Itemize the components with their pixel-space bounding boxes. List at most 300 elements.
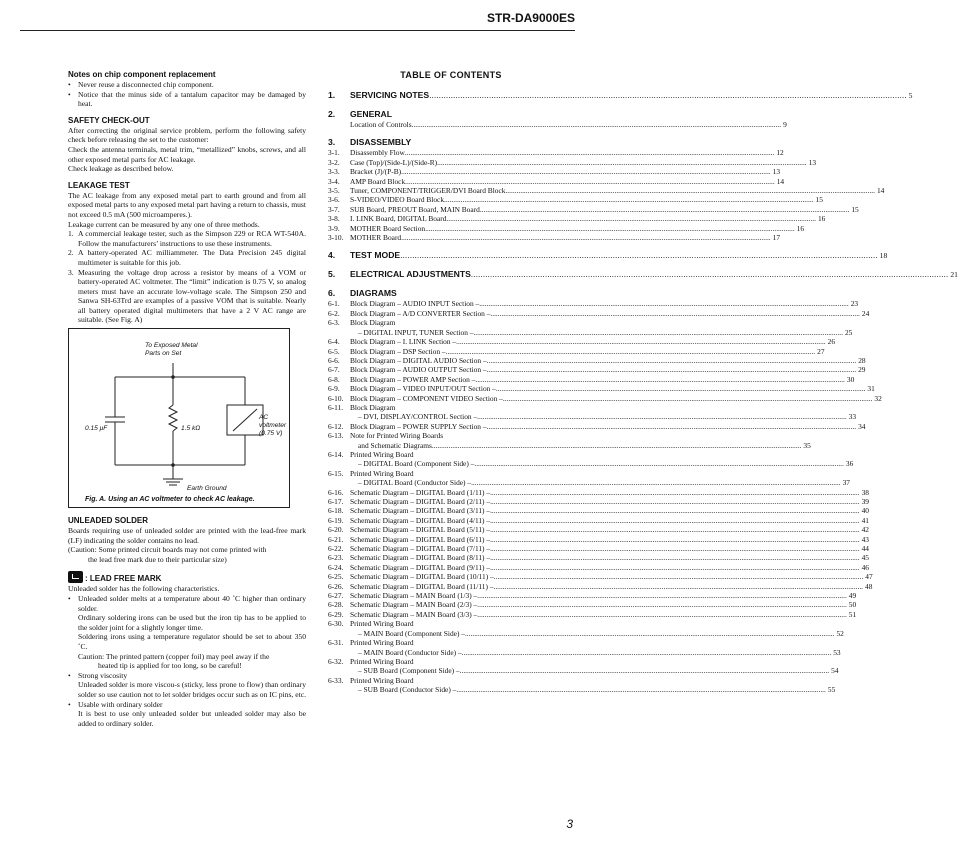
toc-leader: ........................................................................................................................................................................................................ bbox=[479, 204, 850, 214]
toc-entry-number: 6-20. bbox=[328, 525, 344, 535]
toc-entry[interactable] bbox=[328, 337, 836, 347]
toc-entry-title: Disassembly Flow bbox=[350, 148, 405, 158]
toc-entry-number: 6-18. bbox=[328, 506, 344, 516]
toc-leader: ........................................................................................................................................................................................................ bbox=[495, 384, 866, 394]
toc-entry[interactable] bbox=[328, 393, 882, 403]
toc-entry[interactable] bbox=[328, 591, 857, 601]
toc-page: 32 bbox=[874, 393, 882, 403]
toc-entry[interactable] bbox=[328, 195, 823, 205]
toc-page: 48 bbox=[865, 581, 873, 591]
toc-entry-title: Schematic Diagram – DIGITAL Board (9/11) – bbox=[350, 562, 491, 572]
toc-page: 38 bbox=[861, 487, 869, 497]
toc-entry[interactable] bbox=[328, 553, 869, 563]
toc-page: 52 bbox=[836, 628, 844, 638]
toc-entry-number: 6-19. bbox=[328, 515, 344, 525]
toc-section[interactable] bbox=[328, 250, 888, 261]
figure-label: (0.75 V) bbox=[259, 430, 283, 438]
toc-page: 29 bbox=[858, 365, 866, 375]
toc-entry[interactable] bbox=[328, 544, 869, 554]
toc-entry-title: Printed Wiring Board bbox=[350, 619, 414, 629]
toc-entry[interactable] bbox=[328, 365, 866, 375]
toc-entry-number bbox=[328, 648, 350, 657]
toc-page: 31 bbox=[867, 384, 875, 394]
toc-page: 49 bbox=[848, 591, 857, 601]
toc-entry[interactable] bbox=[328, 431, 574, 440]
toc-section-title: TEST MODE bbox=[350, 250, 401, 261]
toc-leader: ........................................................................................................................................................................................................ bbox=[445, 346, 816, 356]
toc-entry[interactable] bbox=[328, 318, 574, 327]
toc-page: 30 bbox=[846, 374, 855, 384]
toc-entry-title: Printed Wiring Board bbox=[350, 449, 414, 459]
toc-leader: ........................................................................................................................................................................................................ bbox=[490, 506, 860, 516]
toc-entry-number: 3-5. bbox=[328, 186, 340, 196]
toc-entry-title: MOTHER Board bbox=[350, 233, 402, 243]
table-of-contents bbox=[328, 70, 958, 695]
toc-entry-number: 6-3. bbox=[328, 318, 340, 328]
toc-entry[interactable] bbox=[328, 440, 811, 450]
toc-leader: ........................................................................................................................................................................................................ bbox=[493, 581, 864, 591]
toc-entry-title: S-VIDEO/VIDEO Board Block bbox=[350, 195, 445, 205]
toc-entry-title: Schematic Diagram – DIGITAL Board (3/11) – bbox=[350, 506, 491, 516]
toc-entry-title: – MAIN Board (Conductor Side) – bbox=[358, 647, 462, 657]
toc-page: 16 bbox=[817, 214, 826, 224]
toc-entry-number: 6-27. bbox=[328, 591, 344, 601]
page-number: 3 bbox=[566, 817, 573, 831]
toc-page: 23 bbox=[850, 299, 859, 309]
toc-leader: ........................................................................................................................................................................................................ bbox=[479, 299, 849, 309]
toc-entry[interactable] bbox=[328, 384, 875, 394]
lead-free-heading: : LEAD FREE MARK bbox=[68, 571, 306, 584]
toc-entry-number: 6-1. bbox=[328, 299, 340, 309]
toc-page: 34 bbox=[858, 421, 866, 431]
toc-page: 15 bbox=[851, 204, 859, 214]
figure-caption: Fig. A. Using an AC voltmeter to check AC leakage. bbox=[85, 496, 255, 504]
header-rule bbox=[20, 30, 575, 31]
toc-entry-title: SUB Board, PREOUT Board, MAIN Board bbox=[350, 204, 480, 214]
method-item: 2. A battery-operated AC milliammeter. The Data Precision 245 digital multimeter is suitable for this job. bbox=[68, 248, 306, 267]
toc-page: 39 bbox=[861, 497, 869, 506]
toc-entry[interactable] bbox=[328, 167, 781, 177]
method-item: 3. Measuring the voltage drop across a resistor by means of a VOM or battery-operated AC voltmeter. The “limit” indication is 0.75 V, so analog meters must have an accurate low-voltage scale. The Simpson 250 and Sanwa SH-63Trd are examples of a passive VOM that is suitable. Nearly all battery operated digital multimeters that have a 2 V AC range are suitable. (See Fig. A) bbox=[68, 267, 306, 325]
toc-entry-title: Printed Wiring Board bbox=[350, 468, 414, 478]
toc-leader: ........................................................................................................................................................................................................ bbox=[444, 195, 814, 205]
toc-section-number: 4. bbox=[328, 250, 336, 261]
toc-entry[interactable] bbox=[328, 176, 785, 186]
toc-entry[interactable] bbox=[328, 327, 853, 337]
toc-entry-title: – DVI, DISPLAY/CONTROL Section – bbox=[358, 412, 478, 422]
toc-entry[interactable] bbox=[328, 487, 869, 497]
toc-entry-number: 6-12. bbox=[328, 421, 344, 431]
toc-entry-number bbox=[328, 629, 350, 638]
toc-section-number: 6. bbox=[328, 288, 336, 299]
toc-entry-number: 6-23. bbox=[328, 553, 344, 563]
toc-page: 41 bbox=[861, 515, 869, 525]
toc-entry[interactable] bbox=[328, 647, 841, 657]
toc-leader: ........................................................................................................................................................................................................ bbox=[400, 250, 878, 261]
toc-leader: ........................................................................................................................................................................................................ bbox=[437, 157, 807, 167]
toc-entry-title: Schematic Diagram – DIGITAL Board (1/11) – bbox=[350, 487, 491, 497]
toc-page: 14 bbox=[776, 176, 785, 186]
toc-entry[interactable] bbox=[328, 299, 859, 309]
toc-entry-title: Bracket (J)/(P-B) bbox=[350, 167, 402, 177]
toc-entry[interactable] bbox=[328, 685, 836, 695]
toc-entry[interactable] bbox=[328, 497, 869, 506]
toc-entry[interactable] bbox=[328, 120, 787, 129]
toc-section-title: SERVICING NOTES bbox=[350, 90, 430, 100]
toc-leader: ........................................................................................................................................................................................................ bbox=[446, 214, 816, 224]
toc-entry[interactable] bbox=[328, 412, 857, 422]
toc-leader: ........................................................................................................................................................................................................ bbox=[490, 308, 860, 318]
toc-entry-title: AMP Board Block bbox=[350, 176, 406, 186]
toc-page: 9 bbox=[783, 120, 787, 129]
toc-entry-title: – DIGITAL Board (Conductor Side) – bbox=[358, 478, 472, 488]
toc-page: 13 bbox=[772, 167, 781, 177]
toc-entry[interactable] bbox=[328, 459, 854, 469]
toc-entry-title: Block Diagram bbox=[350, 402, 396, 412]
toc-entry[interactable] bbox=[328, 581, 873, 591]
toc-entry-number: 6-31. bbox=[328, 638, 344, 648]
toc-leader: ........................................................................................................................................................................................................ bbox=[477, 412, 847, 422]
toc-entry-title: Schematic Diagram – DIGITAL Board (6/11) – bbox=[350, 534, 491, 544]
toc-section-title: ELECTRICAL ADJUSTMENTS bbox=[350, 269, 471, 280]
toc-page: 5 bbox=[908, 91, 913, 100]
toc-leader: ........................................................................................................................................................................................................ bbox=[471, 478, 841, 488]
toc-leader: ........................................................................................................................................................................................................ bbox=[477, 600, 847, 610]
toc-entry[interactable] bbox=[328, 186, 885, 196]
unleaded-heading: UNLEADED SOLDER bbox=[68, 516, 149, 526]
toc-entry[interactable] bbox=[328, 676, 574, 685]
toc-entry[interactable] bbox=[328, 346, 825, 356]
toc-leader: ........................................................................................................................................................................................................ bbox=[505, 186, 875, 196]
toc-title: TABLE OF CONTENTS bbox=[400, 70, 502, 80]
toc-entry-number: 6-8. bbox=[328, 374, 340, 384]
toc-section-number: 2. bbox=[328, 109, 336, 119]
figure-label: voltmeter bbox=[259, 422, 287, 430]
toc-entry-title: Block Diagram – COMPONENT VIDEO Section – bbox=[350, 393, 503, 403]
toc-entry-number: 6-25. bbox=[328, 572, 344, 582]
toc-leader: ........................................................................................................................................................................................................ bbox=[404, 148, 775, 158]
toc-page: 50 bbox=[848, 600, 857, 610]
toc-section[interactable] bbox=[328, 288, 574, 299]
toc-entry-number: 6-32. bbox=[328, 656, 344, 666]
toc-page: 15 bbox=[815, 195, 823, 205]
lead-free-paragraph: Unleaded solder has the following characteristics. bbox=[68, 584, 220, 594]
toc-entry[interactable] bbox=[328, 666, 839, 676]
toc-entry-number: 6-21. bbox=[328, 534, 344, 544]
toc-page: 33 bbox=[848, 412, 857, 422]
toc-entry-title: Note for Printed Wiring Boards bbox=[350, 431, 444, 441]
figure-a bbox=[68, 328, 290, 508]
toc-entry[interactable] bbox=[328, 157, 817, 167]
toc-leader: ........................................................................................................................................................................................................ bbox=[490, 553, 860, 563]
toc-entry-number: 6-14. bbox=[328, 449, 344, 459]
toc-entry-title: Block Diagram bbox=[350, 318, 396, 328]
toc-entry-title: Block Diagram – DIGITAL AUDIO Section – bbox=[350, 355, 487, 365]
toc-page: 47 bbox=[865, 572, 873, 582]
toc-entry-number: 6-10. bbox=[328, 393, 344, 403]
lead-free-item: • Usable with ordinary solder bbox=[68, 699, 163, 709]
toc-section[interactable] bbox=[328, 137, 574, 148]
toc-entry[interactable] bbox=[328, 619, 574, 628]
toc-entry-title: – DIGITAL Board (Component Side) – bbox=[358, 459, 475, 469]
note-item: • Notice that the minus side of a tantalum capacitor may be damaged by heat. bbox=[68, 89, 306, 109]
toc-entry-number: 6-4. bbox=[328, 337, 340, 347]
toc-section-number: 5. bbox=[328, 269, 336, 280]
toc-body bbox=[328, 90, 958, 695]
toc-leader: ........................................................................................................................................................................................................ bbox=[490, 562, 860, 572]
toc-entry[interactable] bbox=[328, 421, 866, 431]
figure-label: Parts on Set bbox=[145, 350, 182, 358]
note-item: • Never reuse a disconnected chip component. bbox=[68, 80, 214, 89]
toc-entry[interactable] bbox=[328, 403, 574, 412]
lead-free-text: Soldering irons using a temperature regulator should be set to about 350 ˚C. bbox=[78, 632, 306, 651]
figure-label: AC bbox=[259, 414, 269, 422]
figure-label: 0.15 μF bbox=[85, 425, 108, 433]
toc-entry-number: 6-7. bbox=[328, 365, 340, 375]
method-item: 1. A commercial leakage tester, such as the Simpson 229 or RCA WT-540A. Follow the manufacturers’ instructions to use these instruments. bbox=[68, 229, 306, 248]
toc-page: 16 bbox=[796, 223, 805, 233]
toc-entry-title: Block Diagram – A/D CONVERTER Section – bbox=[350, 308, 491, 318]
toc-leader: ........................................................................................................................................................................................................ bbox=[411, 120, 782, 129]
toc-entry-title: Schematic Diagram – DIGITAL Board (10/11) – bbox=[350, 572, 494, 582]
toc-entry-number bbox=[328, 685, 350, 694]
toc-entry-number: 6-28. bbox=[328, 600, 344, 610]
toc-leader: ........................................................................................................................................................................................................ bbox=[425, 223, 795, 233]
toc-entry-number: 6-17. bbox=[328, 497, 344, 506]
toc-entry[interactable] bbox=[328, 308, 870, 318]
toc-leader: ........................................................................................................................................................................................................ bbox=[490, 497, 860, 506]
toc-page: 25 bbox=[844, 327, 853, 337]
notes-heading: Notes on chip component replacement bbox=[68, 70, 216, 79]
toc-entry-title: Block Diagram – AUDIO INPUT Section – bbox=[350, 299, 480, 309]
toc-entry-title: Schematic Diagram – DIGITAL Board (8/11) – bbox=[350, 553, 491, 563]
unleaded-caution: (Caution: Some printed circuit boards may not come printed with bbox=[68, 545, 267, 555]
toc-entry-title: – MAIN Board (Component Side) – bbox=[358, 628, 465, 638]
toc-page: 53 bbox=[833, 647, 841, 657]
toc-entry-title: Printed Wiring Board bbox=[350, 656, 414, 666]
toc-entry-title: Printed Wiring Board bbox=[350, 675, 414, 685]
safety-paragraph: Check leakage as described below. bbox=[68, 164, 174, 174]
toc-entry-number: 6-26. bbox=[328, 581, 344, 591]
lead-free-item: • Unleaded solder melts at a temperature about 40 ˚C higher than ordinary solder. bbox=[68, 594, 306, 613]
toc-page: 13 bbox=[808, 157, 817, 167]
toc-leader: ........................................................................................................................................................................................................ bbox=[456, 685, 826, 695]
toc-section[interactable] bbox=[328, 269, 958, 280]
toc-entry[interactable] bbox=[328, 515, 869, 525]
toc-leader: ........................................................................................................................................................................................................ bbox=[486, 365, 857, 375]
toc-entry-number: 6-22. bbox=[328, 544, 344, 554]
toc-entry[interactable] bbox=[328, 148, 784, 158]
toc-page: 42 bbox=[861, 525, 869, 535]
toc-entry-number: 6-16. bbox=[328, 487, 344, 497]
toc-entry-title: Schematic Diagram – DIGITAL Board (7/11) – bbox=[350, 544, 491, 554]
toc-entry-number: 6-24. bbox=[328, 562, 344, 572]
toc-entry-title: Schematic Diagram – DIGITAL Board (11/11) – bbox=[350, 581, 494, 591]
toc-leader: ........................................................................................................................................................................................................ bbox=[456, 337, 826, 347]
toc-page: 27 bbox=[817, 346, 825, 356]
toc-entry[interactable] bbox=[328, 534, 869, 544]
toc-leader: ........................................................................................................................................................................................................ bbox=[405, 176, 775, 186]
toc-entry-number: 3-6. bbox=[328, 195, 340, 205]
toc-section-number: 1. bbox=[328, 90, 336, 100]
toc-page: 45 bbox=[861, 553, 869, 563]
lead-free-caution: heated tip is applied for too long, so be careful! bbox=[98, 661, 242, 671]
toc-entry[interactable] bbox=[328, 374, 855, 384]
toc-entry[interactable] bbox=[328, 214, 826, 224]
toc-page: 28 bbox=[858, 355, 866, 365]
toc-entry-number: 6-6. bbox=[328, 355, 340, 365]
toc-entry-number: 3-9. bbox=[328, 223, 340, 233]
toc-entry-title: Location of Controls bbox=[350, 120, 412, 129]
toc-entry-title: Schematic Diagram – DIGITAL Board (2/11) – bbox=[350, 497, 491, 506]
toc-page: 18 bbox=[879, 251, 888, 261]
toc-entry-title: Block Diagram – VIDEO INPUT/OUT Section – bbox=[350, 384, 496, 394]
toc-entry-title: Schematic Diagram – MAIN Board (1/3) – bbox=[350, 591, 478, 601]
toc-leader: ........................................................................................................................................................................................................ bbox=[490, 534, 860, 544]
lead-free-text: Unleaded solder is more viscou-s (sticky, less prone to flow) than ordinary solder so use caution not to let solder bridges occur such as on IC pins, etc. bbox=[78, 680, 306, 699]
toc-entry[interactable] bbox=[328, 478, 850, 488]
toc-section-title: DIAGRAMS bbox=[350, 288, 397, 299]
toc-leader: ........................................................................................................................................................................................................ bbox=[486, 421, 857, 431]
toc-entry[interactable] bbox=[328, 204, 859, 214]
toc-leader: ........................................................................................................................................................................................................ bbox=[429, 90, 907, 100]
unleaded-caution: the lead free mark due to their particular size) bbox=[88, 554, 227, 564]
lead-free-item: • Strong viscosity bbox=[68, 670, 128, 680]
toc-entry-title: – DIGITAL INPUT, TUNER Section – bbox=[358, 327, 474, 337]
toc-leader: ........................................................................................................................................................................................................ bbox=[474, 459, 844, 469]
toc-entry[interactable] bbox=[328, 355, 866, 365]
toc-entry-number: 6-13. bbox=[328, 431, 344, 441]
toc-entry-number: 6-33. bbox=[328, 675, 344, 685]
toc-leader: ........................................................................................................................................................................................................ bbox=[490, 525, 860, 535]
toc-section-title: GENERAL bbox=[350, 109, 393, 119]
toc-entry[interactable] bbox=[328, 525, 869, 535]
toc-entry-number: 6-11. bbox=[328, 402, 344, 412]
toc-page: 12 bbox=[776, 148, 784, 158]
toc-entry-title: Case (Top)/(Side-L)/(Side-R) bbox=[350, 157, 438, 167]
toc-entry-number: 3-10. bbox=[328, 233, 344, 243]
toc-entry[interactable] bbox=[328, 562, 869, 572]
toc-entry-title: Block Diagram – I. LINK Section – bbox=[350, 337, 457, 347]
toc-page: 44 bbox=[861, 544, 869, 554]
toc-entry[interactable] bbox=[328, 609, 857, 619]
toc-entry-number: 3-1. bbox=[328, 148, 340, 158]
toc-entry-title: Tuner, COMPONENT/TRIGGER/DVI Board Block bbox=[350, 186, 506, 196]
toc-leader: ........................................................................................................................................................................................................ bbox=[464, 628, 835, 638]
lead-free-caution: Caution: The printed pattern (copper foil) may peel away if the bbox=[78, 651, 270, 661]
leakage-paragraph: The AC leakage from any exposed metal part to earth ground and from all exposed metal parts to any exposed metal part having a return to chassis, must not exceed 0.5 mA (500 microamperes.). bbox=[68, 190, 306, 219]
toc-entry[interactable] bbox=[328, 638, 574, 647]
unleaded-paragraph: Boards requiring use of unleaded solder are printed with the lead-free mark (LF) indicating the solder contains no lead. bbox=[68, 526, 306, 545]
lead-free-icon bbox=[68, 571, 83, 583]
toc-leader: ........................................................................................................................................................................................................ bbox=[502, 393, 873, 403]
toc-entry[interactable] bbox=[328, 506, 869, 516]
figure-label: 1.5 kΩ bbox=[181, 425, 201, 433]
toc-entry-number bbox=[328, 459, 350, 468]
safety-paragraph: After correcting the original service problem, perform the following safety check before releasing the set to the customer: bbox=[68, 125, 306, 145]
toc-page: 40 bbox=[861, 506, 869, 516]
toc-entry-number bbox=[328, 441, 350, 450]
toc-leader: ........................................................................................................................................................................................................ bbox=[431, 440, 802, 450]
toc-leader: ........................................................................................................................................................................................................ bbox=[486, 355, 857, 365]
toc-entry-number: 6-5. bbox=[328, 346, 340, 356]
toc-leader: ........................................................................................................................................................................................................ bbox=[477, 609, 847, 619]
toc-entry[interactable] bbox=[328, 223, 805, 233]
toc-entry-title: Schematic Diagram – MAIN Board (3/3) – bbox=[350, 609, 478, 619]
toc-entry-title: Block Diagram – DSP Section – bbox=[350, 346, 446, 356]
toc-leader: ........................................................................................................................................................................................................ bbox=[401, 233, 771, 243]
toc-entry[interactable] bbox=[328, 657, 574, 666]
toc-entry-number: 3-7. bbox=[328, 204, 340, 214]
toc-leader: ........................................................................................................................................................................................................ bbox=[470, 269, 949, 280]
toc-entry-number bbox=[328, 412, 350, 421]
toc-section[interactable] bbox=[328, 90, 913, 101]
toc-page: 26 bbox=[827, 337, 836, 347]
toc-entry-title: Schematic Diagram – MAIN Board (2/3) – bbox=[350, 600, 478, 610]
toc-page: 43 bbox=[861, 534, 869, 544]
toc-section-title: DISASSEMBLY bbox=[350, 137, 412, 148]
toc-entry[interactable] bbox=[328, 628, 844, 638]
safety-heading: SAFETY CHECK-OUT bbox=[68, 115, 150, 125]
toc-entry[interactable] bbox=[328, 450, 574, 459]
toc-entry[interactable] bbox=[328, 572, 873, 582]
toc-leader: ........................................................................................................................................................................................................ bbox=[475, 374, 845, 384]
toc-entry-number: 3-3. bbox=[328, 167, 340, 177]
model-name: STR-DA9000ES bbox=[486, 11, 575, 25]
safety-paragraph: Check the antenna terminals, metal trim, “metallized” knobs, screws, and all other exposed metal parts for AC leakage. bbox=[68, 144, 306, 164]
figure-label: Earth Ground bbox=[187, 485, 227, 493]
lead-free-text: Ordinary soldering irons can be used but the iron tip has to be applied to the solder joint for a slightly longer time. bbox=[78, 613, 306, 632]
toc-page: 17 bbox=[772, 233, 781, 243]
left-column bbox=[68, 70, 306, 728]
toc-entry-number: 6-15. bbox=[328, 468, 344, 478]
toc-page: 51 bbox=[848, 609, 857, 619]
toc-section[interactable] bbox=[328, 109, 574, 120]
toc-entry-number bbox=[328, 666, 350, 675]
toc-leader: ........................................................................................................................................................................................................ bbox=[401, 167, 771, 177]
toc-entry-number: 6-29. bbox=[328, 609, 344, 619]
toc-leader: ........................................................................................................................................................................................................ bbox=[477, 591, 847, 601]
toc-entry-title: Block Diagram – POWER SUPPLY Section – bbox=[350, 421, 487, 431]
toc-entry-title: I. LINK Board, DIGITAL Board bbox=[350, 214, 447, 224]
toc-entry-number bbox=[328, 478, 350, 487]
toc-entry[interactable] bbox=[328, 600, 857, 610]
toc-leader: ........................................................................................................................................................................................................ bbox=[461, 647, 832, 657]
toc-page: 36 bbox=[845, 459, 854, 469]
toc-entry-number: 3-2. bbox=[328, 157, 340, 167]
toc-page: 14 bbox=[876, 186, 885, 196]
toc-entry-number: 3-8. bbox=[328, 214, 340, 224]
toc-entry[interactable] bbox=[328, 469, 574, 478]
toc-leader: ........................................................................................................................................................................................................ bbox=[493, 572, 864, 582]
toc-leader: ........................................................................................................................................................................................................ bbox=[490, 544, 860, 554]
toc-entry-title: Block Diagram – AUDIO OUTPUT Section – bbox=[350, 365, 487, 375]
toc-entry-number: 6-30. bbox=[328, 619, 344, 629]
toc-page: 54 bbox=[831, 666, 839, 676]
toc-entry-title: – SUB Board (Conductor Side) – bbox=[358, 685, 457, 695]
leakage-paragraph: Leakage current can be measured by any one of three methods. bbox=[68, 219, 260, 229]
figure-label: To Exposed Metal bbox=[145, 342, 198, 350]
toc-entry-number: 6-2. bbox=[328, 308, 340, 318]
toc-entry-number: 6-9. bbox=[328, 384, 340, 394]
toc-entry-title: Block Diagram – POWER AMP Section – bbox=[350, 374, 476, 384]
toc-entry-title: Schematic Diagram – DIGITAL Board (4/11) – bbox=[350, 515, 491, 525]
toc-entry-number bbox=[328, 120, 350, 129]
toc-entry-title: – SUB Board (Component Side) – bbox=[358, 666, 460, 676]
toc-entry-title: Schematic Diagram – DIGITAL Board (5/11) – bbox=[350, 525, 491, 535]
toc-entry[interactable] bbox=[328, 233, 781, 243]
toc-entry-number bbox=[328, 328, 350, 337]
